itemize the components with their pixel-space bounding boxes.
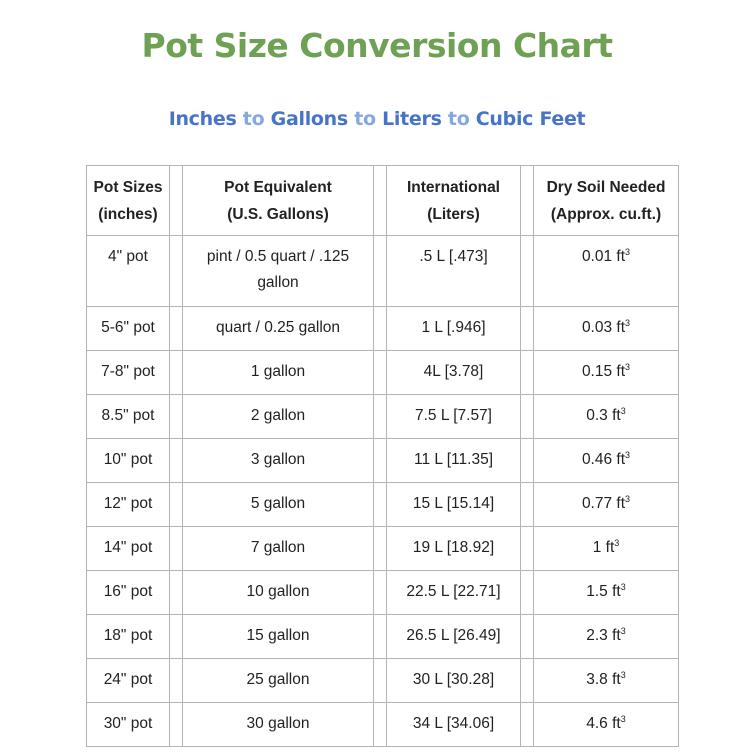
conversion-table (86, 165, 679, 747)
cell-soil (534, 439, 679, 483)
table-row (87, 703, 679, 747)
header-international (387, 166, 521, 236)
cell-soil (534, 395, 679, 439)
cubic-superscript: 3 (620, 406, 626, 416)
column-gap (374, 351, 387, 395)
cubic-superscript: 3 (620, 582, 626, 592)
soil-value: 2.3 ft (586, 627, 621, 644)
table-row (87, 615, 679, 659)
table-row (87, 395, 679, 439)
cell-gallons: pint / 0.5 quart / .125 gallon (183, 236, 374, 307)
cell-pot-size: 30" pot (87, 703, 170, 747)
column-gap (374, 483, 387, 527)
cubic-superscript: 3 (620, 714, 626, 724)
subtitle-connector: to (354, 108, 376, 130)
table-row (87, 439, 679, 483)
header-line: Pot Sizes (93, 178, 163, 196)
column-gap (374, 439, 387, 483)
soil-value: 0.3 ft (586, 407, 621, 424)
cell-soil (534, 703, 679, 747)
cell-pot-size: 14" pot (87, 527, 170, 571)
cubic-superscript: 3 (614, 538, 620, 548)
header-line: Dry Soil Needed (546, 178, 666, 196)
subtitle-liters: Liters (382, 108, 442, 130)
column-gap (521, 166, 534, 236)
cubic-superscript: 3 (625, 362, 631, 372)
cell-liters: 30 L [30.28] (387, 659, 521, 703)
cubic-superscript: 3 (620, 626, 626, 636)
subtitle-inches: Inches (168, 108, 237, 130)
column-gap (521, 615, 534, 659)
header-line: (Liters) (427, 205, 480, 223)
table-row (87, 527, 679, 571)
cell-liters: 34 L [34.06] (387, 703, 521, 747)
soil-value: 0.46 ft (581, 451, 626, 468)
soil-value: 3.8 ft (586, 671, 621, 688)
column-gap (170, 615, 183, 659)
page-title: Pot Size Conversion Chart (141, 26, 613, 65)
soil-value: 0.03 ft (581, 319, 626, 336)
cell-gallons: 25 gallon (183, 659, 374, 703)
header-pot-equivalent (183, 166, 374, 236)
column-gap (170, 351, 183, 395)
column-gap (170, 703, 183, 747)
column-gap (170, 395, 183, 439)
column-gap (170, 166, 183, 236)
column-gap (521, 351, 534, 395)
column-gap (374, 571, 387, 615)
cell-gallons: 10 gallon (183, 571, 374, 615)
cell-soil (534, 527, 679, 571)
header-line: (Approx. cu.ft.) (550, 205, 662, 223)
column-gap (374, 615, 387, 659)
table-row (87, 659, 679, 703)
cell-liters: 22.5 L [22.71] (387, 571, 521, 615)
soil-value: 0.77 ft (581, 495, 626, 512)
column-gap (374, 703, 387, 747)
cell-gallons: 15 gallon (183, 615, 374, 659)
cell-soil (534, 236, 679, 307)
header-line: Pot Equivalent (224, 178, 332, 196)
column-gap (521, 571, 534, 615)
column-gap (374, 166, 387, 236)
column-gap (170, 483, 183, 527)
column-gap (521, 439, 534, 483)
cell-liters: 19 L [18.92] (387, 527, 521, 571)
cubic-superscript: 3 (625, 247, 631, 257)
column-gap (374, 659, 387, 703)
header-line: (inches) (98, 205, 158, 223)
page-subtitle (0, 108, 754, 130)
table-row (87, 483, 679, 527)
cell-gallons: 5 gallon (183, 483, 374, 527)
column-gap (521, 483, 534, 527)
cubic-superscript: 3 (625, 494, 631, 504)
table-row (87, 307, 679, 351)
column-gap (521, 395, 534, 439)
column-gap (521, 703, 534, 747)
cell-gallons: 7 gallon (183, 527, 374, 571)
cell-pot-size: 24" pot (87, 659, 170, 703)
cubic-superscript: 3 (620, 670, 626, 680)
cell-pot-size: 10" pot (87, 439, 170, 483)
soil-value: 1 ft (592, 539, 615, 556)
cell-pot-size: 8.5" pot (87, 395, 170, 439)
column-gap (170, 571, 183, 615)
cell-gallons: 2 gallon (183, 395, 374, 439)
cell-gallons: 3 gallon (183, 439, 374, 483)
cell-soil (534, 571, 679, 615)
column-gap (521, 307, 534, 351)
column-gap (374, 395, 387, 439)
cell-gallons: 30 gallon (183, 703, 374, 747)
soil-value: 1.5 ft (586, 583, 621, 600)
cell-pot-size: 7-8" pot (87, 351, 170, 395)
cell-gallons: quart / 0.25 gallon (183, 307, 374, 351)
header-line: International (406, 178, 500, 196)
column-gap (521, 659, 534, 703)
column-gap (170, 236, 183, 307)
table-row (87, 351, 679, 395)
column-gap (170, 527, 183, 571)
column-gap (170, 307, 183, 351)
cell-soil (534, 351, 679, 395)
soil-value: 4.6 ft (586, 715, 621, 732)
cell-liters: 7.5 L [7.57] (387, 395, 521, 439)
cell-soil (534, 615, 679, 659)
column-gap (374, 307, 387, 351)
column-gap (374, 527, 387, 571)
column-gap (521, 527, 534, 571)
cell-liters: .5 L [.473] (387, 236, 521, 307)
cell-gallons: 1 gallon (183, 351, 374, 395)
cell-pot-size: 18" pot (87, 615, 170, 659)
cell-liters: 11 L [11.35] (387, 439, 521, 483)
subtitle-cubic-feet: Cubic Feet (475, 108, 586, 130)
cell-liters: 1 L [.946] (387, 307, 521, 351)
cell-liters: 4L [3.78] (387, 351, 521, 395)
cell-soil (534, 659, 679, 703)
subtitle-gallons: Gallons (270, 108, 348, 130)
cell-pot-size: 4" pot (87, 236, 170, 307)
cell-pot-size: 12" pot (87, 483, 170, 527)
column-gap (374, 236, 387, 307)
soil-value: 0.15 ft (581, 363, 626, 380)
header-line: (U.S. Gallons) (227, 205, 329, 223)
cell-pot-size: 16" pot (87, 571, 170, 615)
cell-soil (534, 307, 679, 351)
table-header-row (87, 166, 679, 236)
cell-liters: 15 L [15.14] (387, 483, 521, 527)
cell-pot-size: 5-6" pot (87, 307, 170, 351)
table-row (87, 236, 679, 307)
subtitle-connector: to (242, 108, 265, 130)
column-gap (170, 659, 183, 703)
column-gap (170, 439, 183, 483)
cell-liters: 26.5 L [26.49] (387, 615, 521, 659)
subtitle-connector: to (447, 108, 470, 130)
cubic-superscript: 3 (625, 318, 631, 328)
table-row (87, 571, 679, 615)
cubic-superscript: 3 (625, 450, 631, 460)
header-pot-sizes (87, 166, 170, 236)
header-dry-soil (534, 166, 679, 236)
soil-value: 0.01 ft (581, 248, 626, 265)
column-gap (521, 236, 534, 307)
cell-soil (534, 483, 679, 527)
